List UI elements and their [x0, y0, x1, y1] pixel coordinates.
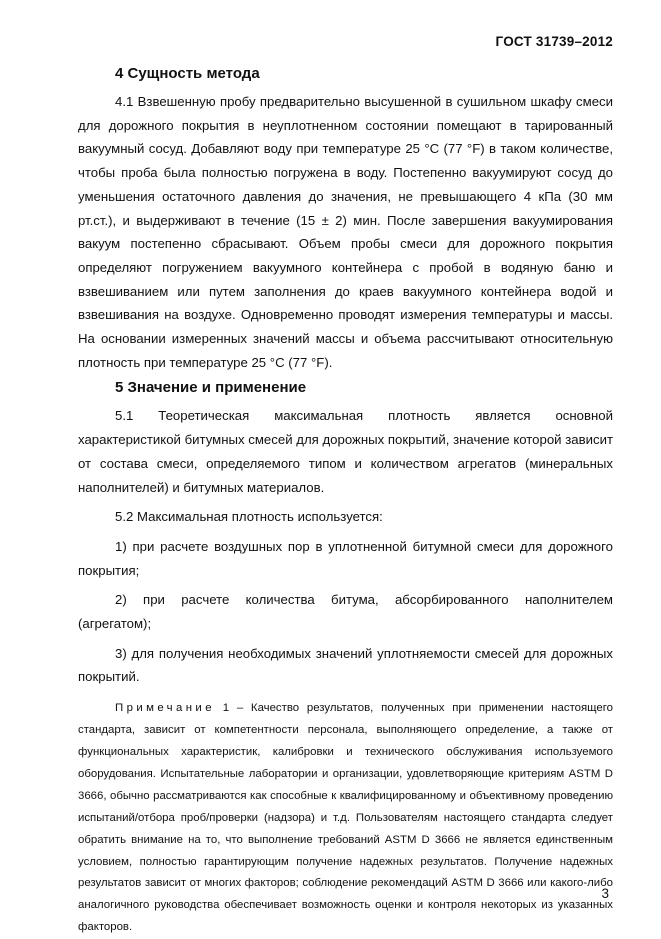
standard-header: ГОСТ 31739–2012	[495, 34, 613, 49]
paragraph-5-2: 5.2 Максимальная плотность используется:	[115, 509, 383, 525]
paragraph-5-1: 5.1 Теоретическая максимальная плотность является основной характеристикой битумных смесей для дорожных покрытий, значение которой зависит от состава смеси, определяемого типом и количеством агрегатов (минеральных наполнителей) и битумных материалов.	[78, 408, 613, 495]
document-body	[78, 62, 613, 939]
note-text: 1 – Качество результатов, полученных при применении настоящего стандарта, зависит от компетентности персонала, выполняющего определение, а также от функциональных характеристик, калибровки и технического обслуживания используемого оборудования. Испытательные лаборатории и организации, удовлетворяющие критериям ASTM D 3666, обычно рассматриваются как способные к квалифицированному и объективному проведению испытаний/отбора проб/проверки (надзора) и т.д. Пользователям настоящего стандарта следует обратить внимание на то, что выполнение требований ASTM D 3666 не является единственным условием, полностью гарантирующим получение надежных результатов. Получение надежных результатов зависит от многих факторов; соблюдение рекомендаций ASTM D 3666 или какого-либо аналогичного руководства обеспечивает возможность оценки и контроля некоторых из указанных факторов.	[78, 702, 613, 934]
note-block	[78, 698, 613, 939]
list-item-2: 2) при расчете количества битума, абсорбированного наполнителем (агрегатом);	[78, 592, 613, 632]
page-number: 3	[601, 886, 609, 901]
section-4-heading: 4 Сущность метода	[115, 65, 260, 82]
note-label: Примечание	[115, 702, 215, 715]
list-item-3: 3) для получения необходимых значений уплотняемости смесей для дорожных покрытий.	[78, 645, 613, 685]
paragraph-4-1: 4.1 Взвешенную пробу предварительно высушенной в сушильном шкафу смеси для дорожного покрытия в неуплотненном состоянии помещают в тарированный вакуумный сосуд. Добавляют воду при температуре 25 °С (77 °F) в таком количестве, чтобы проба была полностью погружена в воду. Постепенно вакуумируют сосуд до уменьшения остаточного давления до значения, не превышающего 4 кПа (30 мм рт.ст.), и выдерживают в течение (15 ± 2) мин. После завершения вакуумирования вакуум постепенно сбрасывают. Объем пробы смеси для дорожного покрытия определяют погружением вакуумного контейнера с пробой в водяную баню и взвешиванием или путем заполнения до краев вакуумного контейнера водой и взвешивания на воздухе. Одновременно проводят измерения температуры и массы. На основании измеренных значений массы и объема рассчитывают относительную плотность при температуре 25 °С (77 °F).	[78, 94, 613, 370]
section-5-heading: 5 Значение и применение	[115, 379, 307, 397]
list-item-1: 1) при расчете воздушных пор в уплотненной битумной смеси для дорожного покрытия;	[78, 538, 613, 578]
